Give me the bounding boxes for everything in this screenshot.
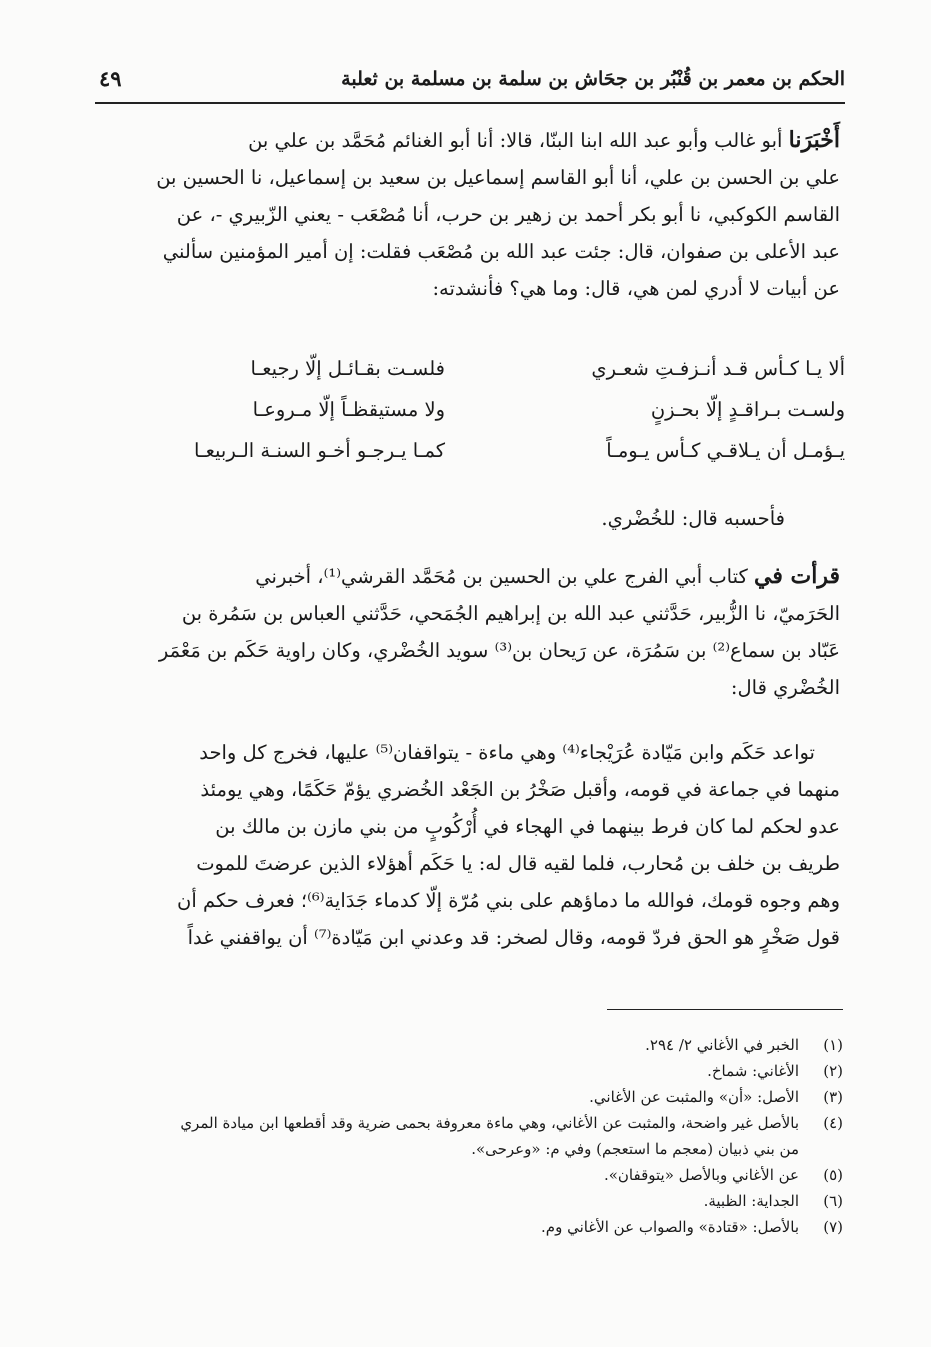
lead-word: قرأت في	[754, 563, 840, 589]
footnote-number: (١)	[823, 1036, 843, 1054]
footnote-text: الأغاني: شماخ.	[707, 1062, 799, 1080]
header-rule	[95, 102, 845, 104]
text-line: الخُضْري قال:	[730, 676, 840, 699]
text-line: القاسم الكوكبي، نا أبو بكر أحمد بن زهير بن حرب، أنا مُصْعَب - يعني الزّبيري -، عن	[176, 203, 840, 226]
page-header	[95, 64, 845, 100]
hemistich-first: ولسـت بـراقـدٍ إلّا بحـزنٍ	[650, 398, 845, 421]
lead-word: أَخْبَرَنا	[788, 127, 840, 153]
footnote-number: (٦)	[823, 1192, 843, 1210]
footnote-text: الجداية: الظبية.	[703, 1192, 799, 1210]
after-poem-line: فأحسبه قال: للخُضْري.	[601, 507, 785, 530]
paragraph-reading	[100, 558, 840, 706]
footnote-text: بالأصل: «قتادة» والصواب عن الأغاني وم.	[541, 1218, 799, 1236]
hemistich-first: ألا يـا كـأس قـد أنـزفـتِ شعـري	[591, 357, 845, 380]
text-line: عن أبيات لا أدري لمن هي، قال: وما هي؟ فأنشدته:	[432, 277, 840, 300]
text-line: أَخْبَرَنا أبو غالب وأبو عبد الله ابنا البنّا، قالا: أنا أبو الغنائم مُحَمَّد بن علي بن	[248, 127, 840, 153]
footnote-number: (٧)	[823, 1218, 843, 1236]
footnotes	[95, 1032, 843, 1240]
hemistich-second: كمـا يـرجـو أخـو السنـة الـربيعـا	[193, 439, 445, 462]
text-line: عَبّاد بن سماع⁽²⁾ بن سَمُرَة، عن رَيحان بن⁽³⁾ سويد الخُضْري، وكان راوية حَكَم بن مَعْمَر	[158, 639, 840, 662]
footnote	[95, 1188, 843, 1214]
text-line: طريف بن خلف بن مُحارب، فلما لقيه قال له: يا حَكَم أهؤلاء الذين عرضتَ للموت	[196, 852, 840, 875]
footnote-text: الأصل: «أن» والمثبت عن الأغاني.	[589, 1088, 799, 1106]
text-line: علي بن الحسن بن علي، أنا أبو القاسم إسماعيل بن سعيد بن إسماعيل، نا الحسين بن	[156, 166, 840, 189]
page-number: ٤٩	[99, 66, 122, 91]
footnote-rule	[607, 1009, 843, 1010]
hemistich-second: ولا مستيقظـاً إلّا مـروعـا	[252, 398, 445, 421]
text-line: عبد الأعلى بن صفوان، قال: جئت عبد الله بن مُصْعَب فقلت: إن أمير المؤمنين سألني	[162, 240, 840, 263]
text-line: قول صَخْرٍ هو الحق فردّ قومه، وقال لصخر: قد وعدني ابن مَيّادة⁽⁷⁾ أن يواقفني غداً	[187, 926, 840, 949]
footnote-number: (٢)	[823, 1062, 843, 1080]
footnote	[95, 1084, 843, 1110]
verse	[100, 357, 845, 398]
text-line: قرأت في كتاب أبي الفرج علي بن الحسين بن مُحَمَّد القرشي⁽¹⁾، أخبرني	[255, 563, 840, 589]
footnote-number: (٥)	[823, 1166, 843, 1184]
text-line: منهما في جماعة في قومه، وأقبل صَخْرُ بن الجَعْد الخُضري يؤمّ حَكَمًا، وهي يومئذ	[200, 778, 840, 801]
text-line: عدو لحكم لما كان فرط بينهما في الهجاء في أُرْكُوبٍ من بني مازن بن مالك بن	[215, 815, 840, 838]
footnote-number: (٤)	[823, 1114, 843, 1132]
footnote-text: بالأصل غير واضحة، والمثبت عن الأغاني، وهي ماءة معروفة بحمى ضرية وقد أقطعها ابن ميادة المري	[180, 1114, 799, 1132]
footnote	[95, 1032, 843, 1058]
hemistich-second: فلسـت بقـائـل إلّا رجيعـا	[250, 357, 445, 380]
text-line: الحَرَميّ، نا الزُّبير، حَدَّثني عبد الله بن إبراهيم الجُمَحي، حَدَّثني العباس بن سَمُرة بن	[181, 602, 840, 625]
paragraph-isnad	[100, 122, 840, 307]
footnote-text: الخبر في الأغاني ٢/ ٢٩٤.	[645, 1036, 799, 1054]
poem	[100, 357, 845, 480]
verse	[100, 439, 845, 480]
footnote-continuation: من بني ذبيان (معجم ما استعجم) وفي م: «وعرحى».	[471, 1140, 799, 1158]
footnote-text: عن الأغاني وبالأصل «يتوقفان».	[603, 1166, 799, 1184]
footnote-number: (٣)	[823, 1088, 843, 1106]
text-line: تواعد حَكَم وابن مَيّادة عُرَيْجاء⁽⁴⁾ وهي ماءة - يتواقفان⁽⁵⁾ عليها، فخرج كل واحد	[199, 741, 815, 764]
running-title: الحكم بن معمر بن قُنْبُر بن جحَاش بن سلمة بن مسلمة بن ثعلبة	[341, 68, 845, 90]
footnote	[95, 1162, 843, 1188]
footnote	[95, 1214, 843, 1240]
text-line: وهم وجوه قومك، فوالله ما دماؤهم على بني مُرّة إلّا كدماء جَدَاية⁽⁶⁾؛ فعرف حكم أن	[177, 889, 840, 912]
paragraph-story	[100, 734, 840, 956]
hemistich-first: يـؤمـل أن يـلاقـي كـأس يـومـاً	[606, 439, 845, 462]
footnote	[95, 1058, 843, 1084]
footnote	[95, 1110, 843, 1136]
verse	[100, 398, 845, 439]
